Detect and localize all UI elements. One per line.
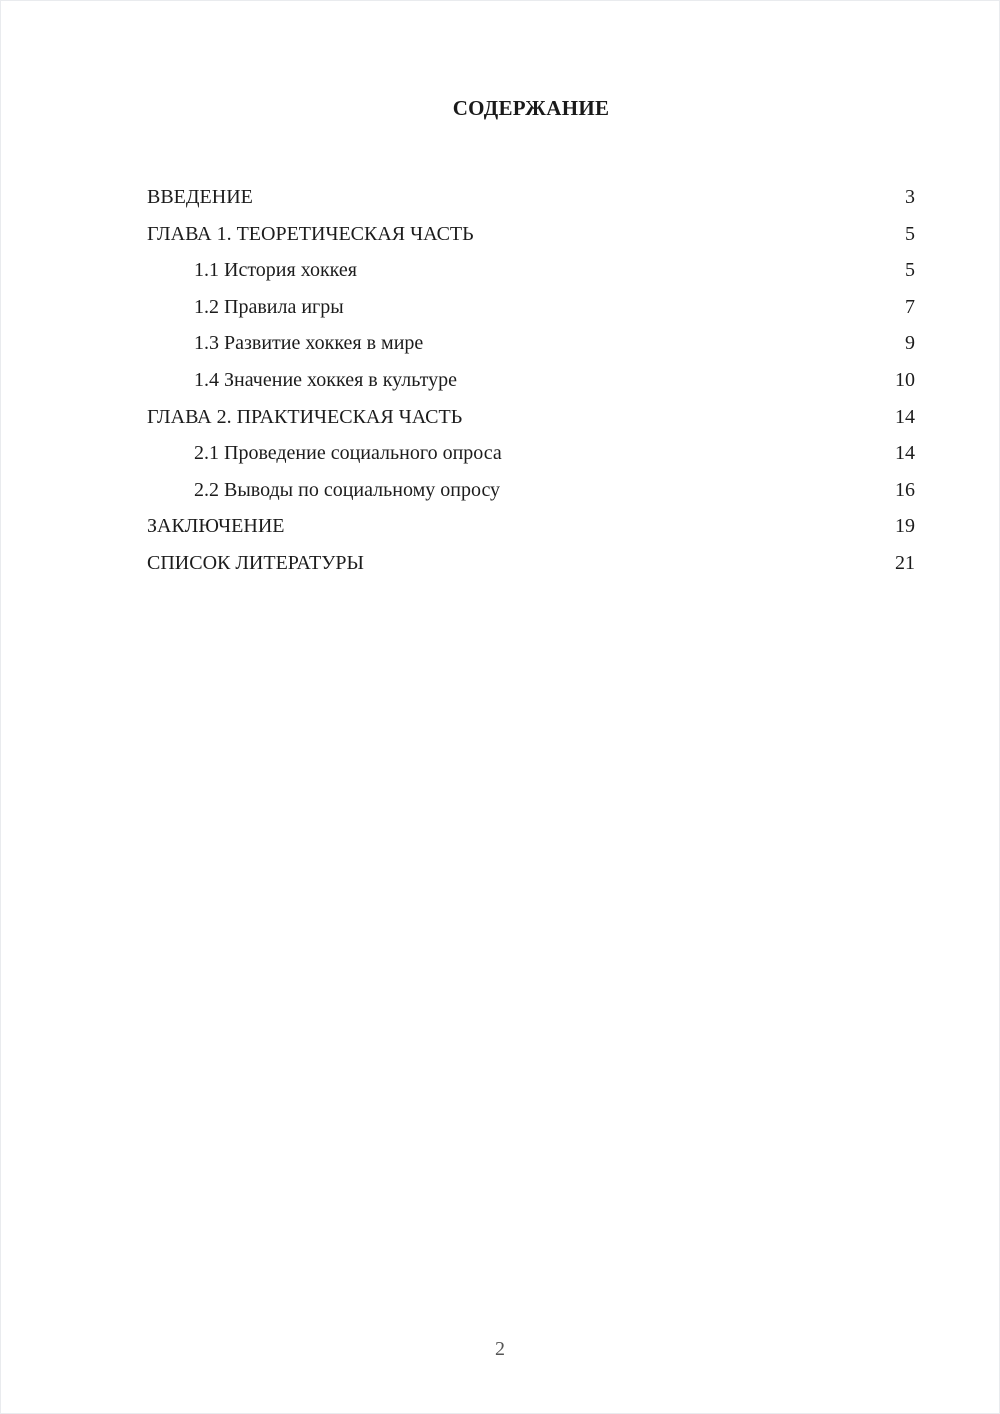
toc-entry-page: 5 — [905, 222, 915, 245]
toc-entry-page: 14 — [895, 442, 915, 465]
toc-entry-page: 5 — [905, 259, 915, 282]
page-number: 2 — [495, 1338, 505, 1360]
toc-row — [147, 252, 915, 289]
toc-row — [147, 472, 915, 509]
toc-row — [147, 435, 915, 472]
toc-list — [147, 179, 915, 582]
toc-row — [147, 325, 915, 362]
toc-entry-page: 16 — [895, 478, 915, 501]
toc-entry-label: ЗАКЛЮЧЕНИЕ — [147, 515, 285, 538]
toc-row — [147, 508, 915, 545]
toc-entry-label: 1.4 Значение хоккея в культуре — [194, 368, 457, 391]
toc-entry-page: 14 — [895, 405, 915, 428]
toc-entry-page: 3 — [905, 186, 915, 208]
toc-entry-label: 1.1 История хоккея — [194, 259, 357, 282]
toc-entry-label: 1.2 Правила игры — [194, 295, 344, 318]
toc-entry-label: 2.2 Выводы по социальному опросу — [194, 478, 501, 501]
toc-entry-page: 9 — [905, 332, 915, 355]
toc-entry-page: 7 — [905, 295, 915, 318]
toc-entry-page: 10 — [895, 368, 915, 391]
toc-entry-label: ГЛАВА 2. ПРАКТИЧЕСКАЯ ЧАСТЬ — [147, 405, 463, 428]
toc-entry-label: 1.3 Развитие хоккея в мире — [194, 332, 424, 355]
toc-entry-label: СПИСОК ЛИТЕРАТУРЫ — [147, 551, 364, 574]
toc-entry-page: 19 — [895, 515, 915, 538]
toc-row — [147, 216, 915, 253]
page-title: СОДЕРЖАНИЕ — [452, 96, 610, 120]
toc-entry-label: ВВЕДЕНИЕ — [147, 186, 253, 208]
toc-row — [147, 545, 915, 582]
toc-entry-label: ГЛАВА 1. ТЕОРЕТИЧЕСКАЯ ЧАСТЬ — [147, 222, 474, 245]
toc-row — [147, 289, 915, 326]
toc-entry-label: 2.1 Проведение социального опроса — [194, 442, 502, 465]
toc-row — [147, 179, 915, 216]
toc-row — [147, 399, 915, 436]
toc-row — [147, 362, 915, 399]
page-content — [1, 1, 999, 582]
toc-entry-page: 21 — [895, 551, 915, 574]
